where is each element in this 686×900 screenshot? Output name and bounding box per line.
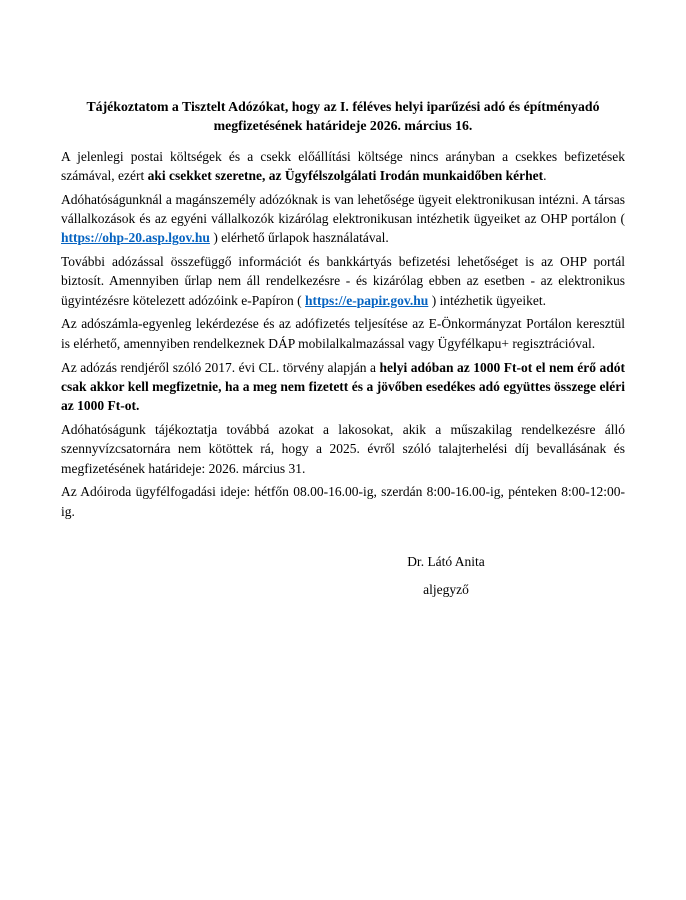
bold-text: helyi adóban az 1000 Ft-ot el nem érő adót csak akkor kell megfizetnie, ha a meg nem fizetett és a jövőben esedékes adó együttes összege eléri az 1000 Ft-ot. [61, 359, 625, 414]
paragraph [61, 482, 625, 521]
signatory-role: aljegyző [423, 582, 469, 598]
body-text: További adózással összefüggő információt és bankkártyás befizetési lehetőséget is az OHP portál biztosít. Amennyiben űrlap nem áll rendelkezésre - és kizárólag ebben az esetben - az elektronikus ügyintézésre kötelezett adózóink e-Papíron ( [61, 254, 625, 308]
body-text: A jelenlegi postai költségek és a csekk előállítási költsége nincs arányban a csekkes befizetések számával, ezért [61, 148, 625, 183]
paragraph [61, 190, 625, 248]
body-text: ) elérhető űrlapok használatával. [209, 230, 389, 246]
document-title: Tájékoztatom a Tisztelt Adózókat, hogy az I. féléves helyi iparűzési adó és építményadó megfizetésének határideje 2026. március 16. [86, 99, 600, 134]
body-text: Az adózás rendjéről szóló 2017. évi CL. törvény alapján a [61, 359, 380, 375]
paragraph [61, 420, 625, 478]
body-text: ) intézhetik ügyeiket. [428, 292, 547, 308]
paragraph [61, 358, 625, 416]
document-body [61, 147, 625, 521]
body-text: Az Adóiroda ügyfélfogadási ideje: hétfőn 08.00-16.00-ig, szerdán 8:00-16.00-ig, pénteken 8:00-12:00-ig. [61, 484, 625, 519]
signatory-name: Dr. Látó Anita [407, 553, 485, 569]
body-text: Adóhatóságunknál a magánszemély adózóknak is van lehetősége ügyeit elektronikusan intézni. A társas vállalkozások és az egyéni vállalkozók kizárólag elektronikusan intézhetik ügyeiket az OHP portálon ( [61, 191, 625, 226]
bold-text: aki csekket szeretne, az Ügyfélszolgálati Irodán munkaidőben kérhet [147, 167, 544, 183]
body-text: . [543, 167, 547, 183]
hyperlink[interactable]: https://ohp-20.asp.lgov.hu [61, 230, 210, 246]
paragraph [61, 147, 625, 186]
paragraph [61, 314, 625, 353]
hyperlink[interactable]: https://e-papir.gov.hu [305, 292, 429, 308]
body-text: Adóhatóságunk tájékoztatja továbbá azokat a lakosokat, akik a műszakilag rendelkezésre álló szennyvízcsatornára nem kötöttek rá, hogy a 2025. évről szóló talajterhelési díj bevallásának és megfizetésének határideje: 2026. március 31. [61, 421, 625, 476]
body-text: Az adószámla-egyenleg lekérdezése és az adófizetés teljesítése az E-Önkormányzat Portálon keresztül is elérhető, amennyiben rendelkeznek DÁP mobilalkalmazással vagy Ügyfélkapu+ regisztrációval. [61, 316, 625, 351]
paragraph [61, 252, 625, 310]
signature-block [340, 552, 552, 600]
